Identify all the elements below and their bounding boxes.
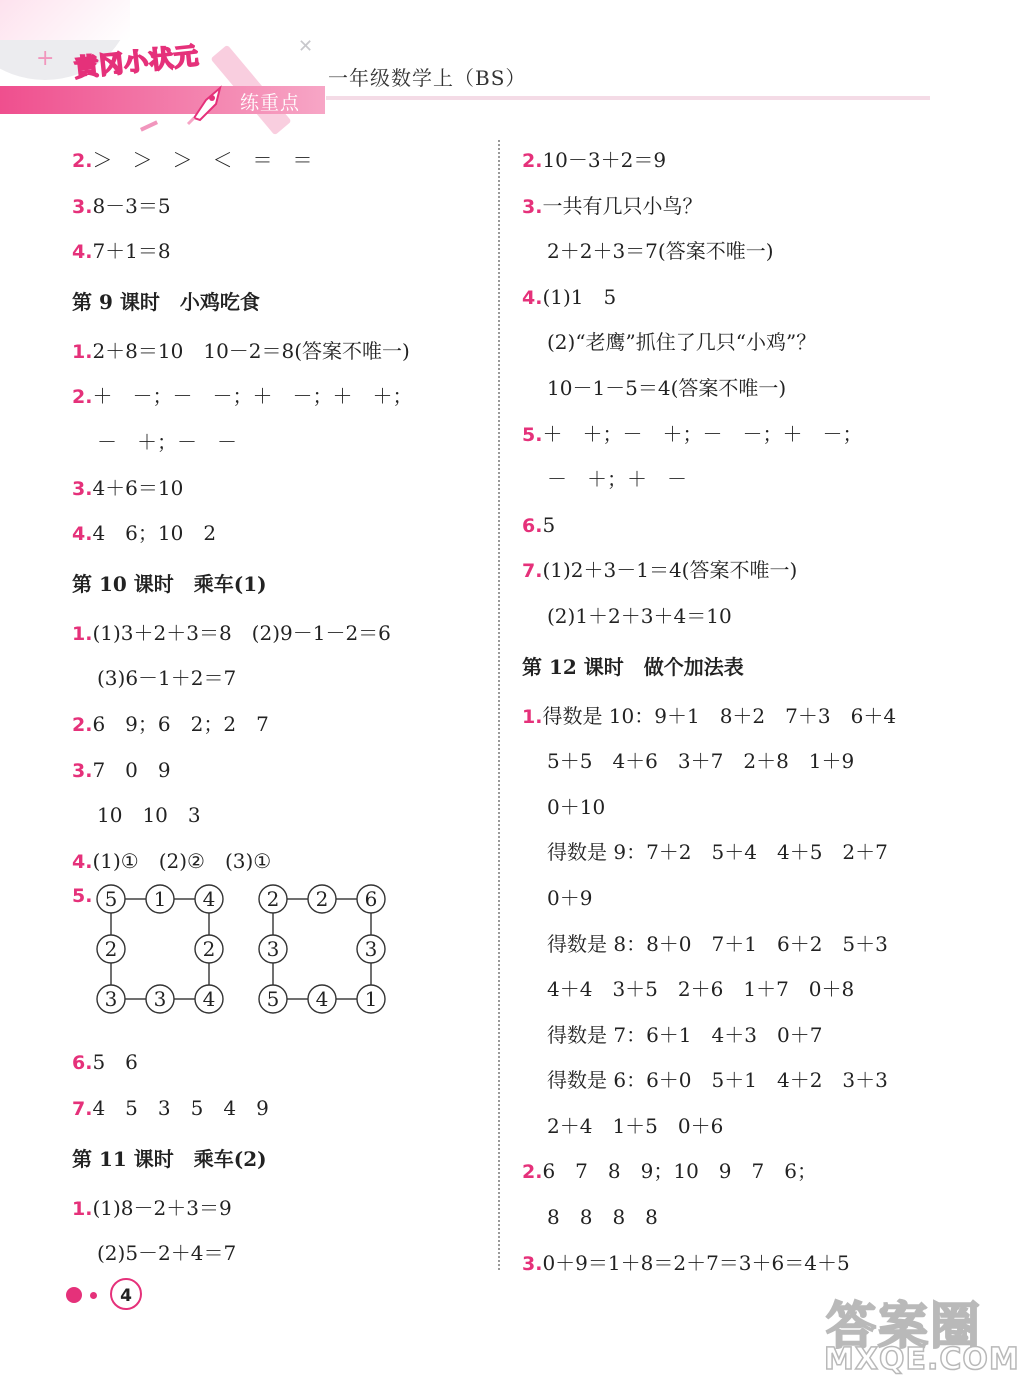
- answer-line: [522, 275, 982, 321]
- dash-decoration-icon: [140, 120, 158, 131]
- answer-line: [522, 503, 982, 549]
- answer-text: ＞ ＞ ＞ ＜ ＝ ＝: [92, 148, 313, 172]
- grid-number: 4: [202, 887, 216, 912]
- answer-text: 6 9；6 2；2 7: [92, 711, 269, 736]
- item-number: 4.: [72, 523, 93, 546]
- answer-line: [72, 329, 492, 375]
- item-number: 7.: [72, 1097, 93, 1120]
- answer-line-continued: 10 10 3: [97, 803, 201, 828]
- brand-logo: 黄冈小状元: [73, 41, 201, 83]
- item-number: 6.: [72, 1052, 93, 1075]
- watermark-logo: 答案圈: [826, 1297, 982, 1355]
- answer-line: [72, 184, 492, 230]
- grid-number: 3: [266, 937, 280, 962]
- grid-number: 4: [315, 987, 329, 1012]
- answer-line: [72, 466, 492, 512]
- item-number: 3.: [72, 759, 93, 782]
- answer-text: 得数是 10：9＋1 8＋2 7＋3 6＋4: [542, 703, 897, 728]
- answer-line-continued: (2)“老鹰”抓住了几只“小鸡”？: [547, 330, 817, 355]
- answer-line-continued: 得数是 9：7＋2 5＋4 4＋5 2＋7: [547, 840, 888, 865]
- item-number: 5.: [72, 885, 93, 908]
- item-number: 3.: [72, 195, 93, 218]
- answer-text: 5: [542, 512, 556, 537]
- answer-line-continued: 8 8 8 8: [547, 1205, 658, 1230]
- answer-line-continued: 得数是 7：6＋1 4＋3 0＋7: [547, 1022, 823, 1047]
- answer-text: 7＋1＝8: [92, 239, 171, 264]
- grid-number: 3: [104, 987, 118, 1012]
- answer-line-continued: 0＋9: [547, 885, 593, 910]
- answer-line: [72, 511, 492, 557]
- answer-text: 6 7 8 9；10 9 7 6；: [542, 1159, 817, 1184]
- grid-number: 4: [202, 987, 216, 1012]
- answer-text: (1)8－2＋3＝9: [92, 1195, 232, 1220]
- column-divider: [498, 140, 500, 1270]
- answer-text: ＋ －；－ －；＋ －；＋ ＋；: [92, 384, 413, 409]
- grid-number: 2: [315, 887, 329, 912]
- right-column: [522, 138, 982, 1286]
- item-number: 4.: [522, 286, 543, 309]
- answer-line: [522, 412, 982, 458]
- answer-line: [72, 1086, 492, 1132]
- answer-line: [522, 548, 982, 594]
- item-number: 1.: [72, 622, 93, 645]
- lesson-heading: 第 10 课时 乘车(1): [72, 571, 267, 596]
- answer-text: (1)2＋3－1＝4(答案不唯一): [542, 558, 798, 583]
- lesson-heading: 第 9 课时 小鸡吃食: [72, 289, 260, 314]
- answer-line: [522, 1241, 982, 1287]
- grid-number: 1: [364, 987, 378, 1012]
- answer-text: 4＋6＝10: [92, 475, 184, 500]
- left-column: [72, 138, 492, 1277]
- answer-text: 5 6: [92, 1050, 138, 1075]
- watermark-url: MXQE.COM: [824, 1342, 1020, 1377]
- answer-line: [72, 1040, 492, 1086]
- header-decoration-wash: [0, 0, 130, 40]
- left-answer-list: [72, 138, 492, 884]
- footer-dot-small: [90, 1292, 97, 1299]
- answer-line: [72, 229, 492, 275]
- book-title: 一年级数学上（BS）: [328, 66, 527, 90]
- answer-line-continued: 2＋4 1＋5 0＋6: [547, 1113, 724, 1138]
- item-number: 3.: [522, 1252, 543, 1275]
- item-number: 1.: [522, 705, 543, 728]
- left-answer-list-continued: [72, 1040, 492, 1276]
- answer-text: 2＋8＝10 10－2＝8(答案不唯一): [92, 338, 410, 363]
- answer-line-continued: 2＋2＋3＝7(答案不唯一): [547, 239, 774, 264]
- answer-line-continued: (2)1＋2＋3＋4＝10: [547, 603, 732, 628]
- item-number: 6.: [522, 514, 543, 537]
- answer-text: 7 0 9: [92, 757, 171, 782]
- section-badge: 练重点: [240, 92, 301, 114]
- grid-number: 3: [153, 987, 167, 1012]
- answer-line: [72, 1186, 492, 1232]
- answer-line: [522, 1149, 982, 1195]
- answer-line: [522, 184, 982, 230]
- item-number: 4.: [72, 241, 93, 264]
- grid-number: 5: [104, 887, 118, 912]
- plus-decoration-icon: +: [36, 46, 55, 71]
- grid-number: 2: [104, 937, 118, 962]
- cross-decoration-icon: ✕: [298, 36, 314, 57]
- answer-line: [72, 702, 492, 748]
- answer-line: [522, 694, 982, 740]
- grid-number: 3: [364, 937, 378, 962]
- answer-line: [522, 138, 982, 184]
- answer-text: (1)3＋2＋3＝8 (2)9－1－2＝6: [92, 620, 391, 645]
- answer-text: 4 6；10 2: [92, 521, 217, 546]
- answer-line: [72, 611, 492, 657]
- answer-line-continued: － ＋；＋ －: [547, 467, 687, 492]
- answer-text: 10－3＋2＝9: [542, 148, 667, 172]
- item-number: 1.: [72, 340, 93, 363]
- page-number: 4: [110, 1278, 142, 1310]
- grid-number: 2: [266, 887, 280, 912]
- answer-line: [72, 138, 492, 184]
- lesson-heading: 第 12 课时 做个加法表: [522, 654, 744, 679]
- item-number: 4.: [72, 850, 93, 873]
- answer-line: [72, 748, 492, 794]
- answer-text: 4 5 3 5 4 9: [92, 1095, 269, 1120]
- answer-line-continued: － ＋；－ －: [97, 429, 237, 454]
- grid-number: 1: [153, 887, 167, 912]
- number-grid-figure: [94, 878, 394, 1018]
- item-number: 5.: [522, 423, 543, 446]
- item-number: 2.: [522, 150, 543, 172]
- item-number: 2.: [72, 150, 93, 172]
- footer-dot-large: [66, 1287, 82, 1303]
- item-number: 2.: [72, 713, 93, 736]
- answer-line-continued: 10－1－5＝4(答案不唯一): [547, 375, 787, 400]
- answer-line-continued: 0＋10: [547, 794, 606, 819]
- item-number: 2.: [72, 386, 93, 409]
- item-number: 7.: [522, 560, 543, 583]
- answer-line-continued: (2)5－2＋4＝7: [97, 1241, 237, 1266]
- answer-text: (1)1 5: [542, 284, 617, 309]
- grid-number: 5: [266, 987, 280, 1012]
- answer-text: (1)① (2)② (3)①: [92, 848, 272, 873]
- answer-line-continued: 4＋4 3＋5 2＋6 1＋7 0＋8: [547, 977, 855, 1002]
- item-number: 3.: [72, 477, 93, 500]
- header-rule: [326, 96, 930, 100]
- answer-line-continued: 5＋5 4＋6 3＋7 2＋8 1＋9: [547, 749, 855, 774]
- answer-text: ＋ ＋；－ ＋；－ －；＋ －；: [542, 421, 863, 446]
- item-number: 1.: [72, 1197, 93, 1220]
- answer-text: 8－3＝5: [92, 193, 171, 218]
- answer-text: 0＋9＝1＋8＝2＋7＝3＋6＝4＋5: [542, 1250, 850, 1275]
- answer-text: 一共有几只小鸟？: [542, 193, 703, 218]
- lesson-heading: 第 11 课时 乘车(2): [72, 1146, 267, 1171]
- answer-line: [72, 374, 492, 420]
- number-grid-answer: [72, 884, 492, 1040]
- answer-line-continued: 得数是 6：6＋0 5＋1 4＋2 3＋3: [547, 1068, 888, 1093]
- grid-number: 6: [364, 887, 378, 912]
- right-answer-list: [522, 138, 982, 1286]
- grid-number: 2: [202, 937, 216, 962]
- item-number: 2.: [522, 1161, 543, 1184]
- answer-line-continued: 得数是 8：8＋0 7＋1 6＋2 5＋3: [547, 931, 888, 956]
- answer-line-continued: (3)6－1＋2＝7: [97, 666, 237, 691]
- item-number: 3.: [522, 195, 543, 218]
